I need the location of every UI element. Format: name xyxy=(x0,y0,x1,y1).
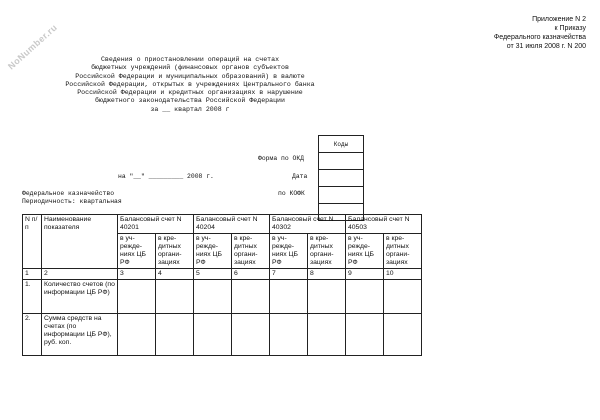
value-cell xyxy=(384,280,422,314)
column-number: 2 xyxy=(42,269,118,280)
value-cell xyxy=(346,280,384,314)
title-line: Российской Федерации, открытых в учреждениях Центрального банка xyxy=(65,80,315,88)
okfk-code-cell xyxy=(319,187,364,204)
okfk-label: по КОФК xyxy=(278,190,305,197)
appendix-line: Федерального казначейства xyxy=(493,34,586,41)
header-account: Балансовый счет N 40302 xyxy=(270,215,346,234)
value-cell xyxy=(232,280,270,314)
value-cell xyxy=(270,280,308,314)
value-cell xyxy=(232,314,270,356)
value-cell xyxy=(194,314,232,356)
header-num: N п/п xyxy=(23,215,42,269)
appendix-line: Приложение N 2 xyxy=(532,16,586,23)
header-account: Балансовый счет N 40201 xyxy=(118,215,194,234)
subheader-cbr: в уч- режде- ниях ЦБ РФ xyxy=(194,234,232,269)
row-num: 1. xyxy=(23,280,42,314)
value-cell xyxy=(308,314,346,356)
subheader-credit: в кре- дитных органи- зациях xyxy=(384,234,422,269)
okud-label: Форма по ОКД xyxy=(258,155,305,162)
date-label: Дата xyxy=(292,173,308,180)
appendix-block xyxy=(494,15,586,51)
appendix-line: от 31 июля 2008 г. N 200 xyxy=(506,43,586,50)
value-cell xyxy=(156,280,194,314)
periodicity-label: Периодичность: квартальная xyxy=(22,198,122,205)
value-cell xyxy=(346,314,384,356)
value-cell xyxy=(384,314,422,356)
date-code-cell xyxy=(319,170,364,187)
subheader-credit: в кре- дитных органи- зациях xyxy=(308,234,346,269)
value-cell xyxy=(194,280,232,314)
value-cell xyxy=(118,280,156,314)
watermark: NoNumber.ru xyxy=(6,22,60,72)
title-line: Сведения о приостановлении операций на счетах xyxy=(100,56,280,63)
table-row xyxy=(23,314,422,356)
column-number: 7 xyxy=(270,269,308,280)
column-number: 8 xyxy=(308,269,346,280)
value-cell xyxy=(270,314,308,356)
value-cell xyxy=(156,314,194,356)
okud-code-cell xyxy=(319,153,364,170)
header-account: Балансовый счет N 40204 xyxy=(194,215,270,234)
title-line: Российской Федерации и муниципальных образований) в валюте xyxy=(75,72,305,80)
value-cell xyxy=(118,314,156,356)
subheader-cbr: в уч- режде- ниях ЦБ РФ xyxy=(118,234,156,269)
row-name: Количество счетов (по информации ЦБ РФ) xyxy=(42,280,118,314)
column-number: 5 xyxy=(194,269,232,280)
value-cell xyxy=(308,280,346,314)
document-title xyxy=(0,56,380,114)
agency-label: Федеральное казначейство xyxy=(22,190,115,197)
subheader-credit: в кре- дитных органи- зациях xyxy=(156,234,194,269)
header-name: Наименование показателя xyxy=(42,215,118,269)
subheader-credit: в кре- дитных органи- зациях xyxy=(232,234,270,269)
column-number: 4 xyxy=(156,269,194,280)
header-account: Балансовый счет N 40503 xyxy=(346,215,422,234)
row-name: Сумма средств на счетах (по информации ЦБ РФ), руб. коп. xyxy=(42,314,118,356)
column-number: 1 xyxy=(23,269,42,280)
title-line: бюджетных учреждений (финансовых органов субъектов xyxy=(91,64,289,72)
appendix-line: к Приказу xyxy=(554,25,586,32)
column-number: 10 xyxy=(384,269,422,280)
column-number: 3 xyxy=(118,269,156,280)
table-row xyxy=(23,280,422,314)
codes-header: Коды xyxy=(319,136,364,153)
title-line: Российской Федерации и кредитных организациях в нарушение xyxy=(77,89,303,97)
subheader-cbr: в уч- режде- ниях ЦБ РФ xyxy=(270,234,308,269)
row-num: 2. xyxy=(23,314,42,356)
column-number: 9 xyxy=(346,269,384,280)
codes-table xyxy=(318,135,364,221)
subheader-cbr: в уч- режде- ниях ЦБ РФ xyxy=(346,234,384,269)
column-number: 6 xyxy=(232,269,270,280)
report-date-line: на "__" _________ 2008 г. xyxy=(118,173,214,180)
title-line: бюджетного законодательства Российской Федерации xyxy=(95,97,285,105)
title-line: за __ квартал 2008 г xyxy=(150,105,230,113)
data-table xyxy=(22,214,422,356)
